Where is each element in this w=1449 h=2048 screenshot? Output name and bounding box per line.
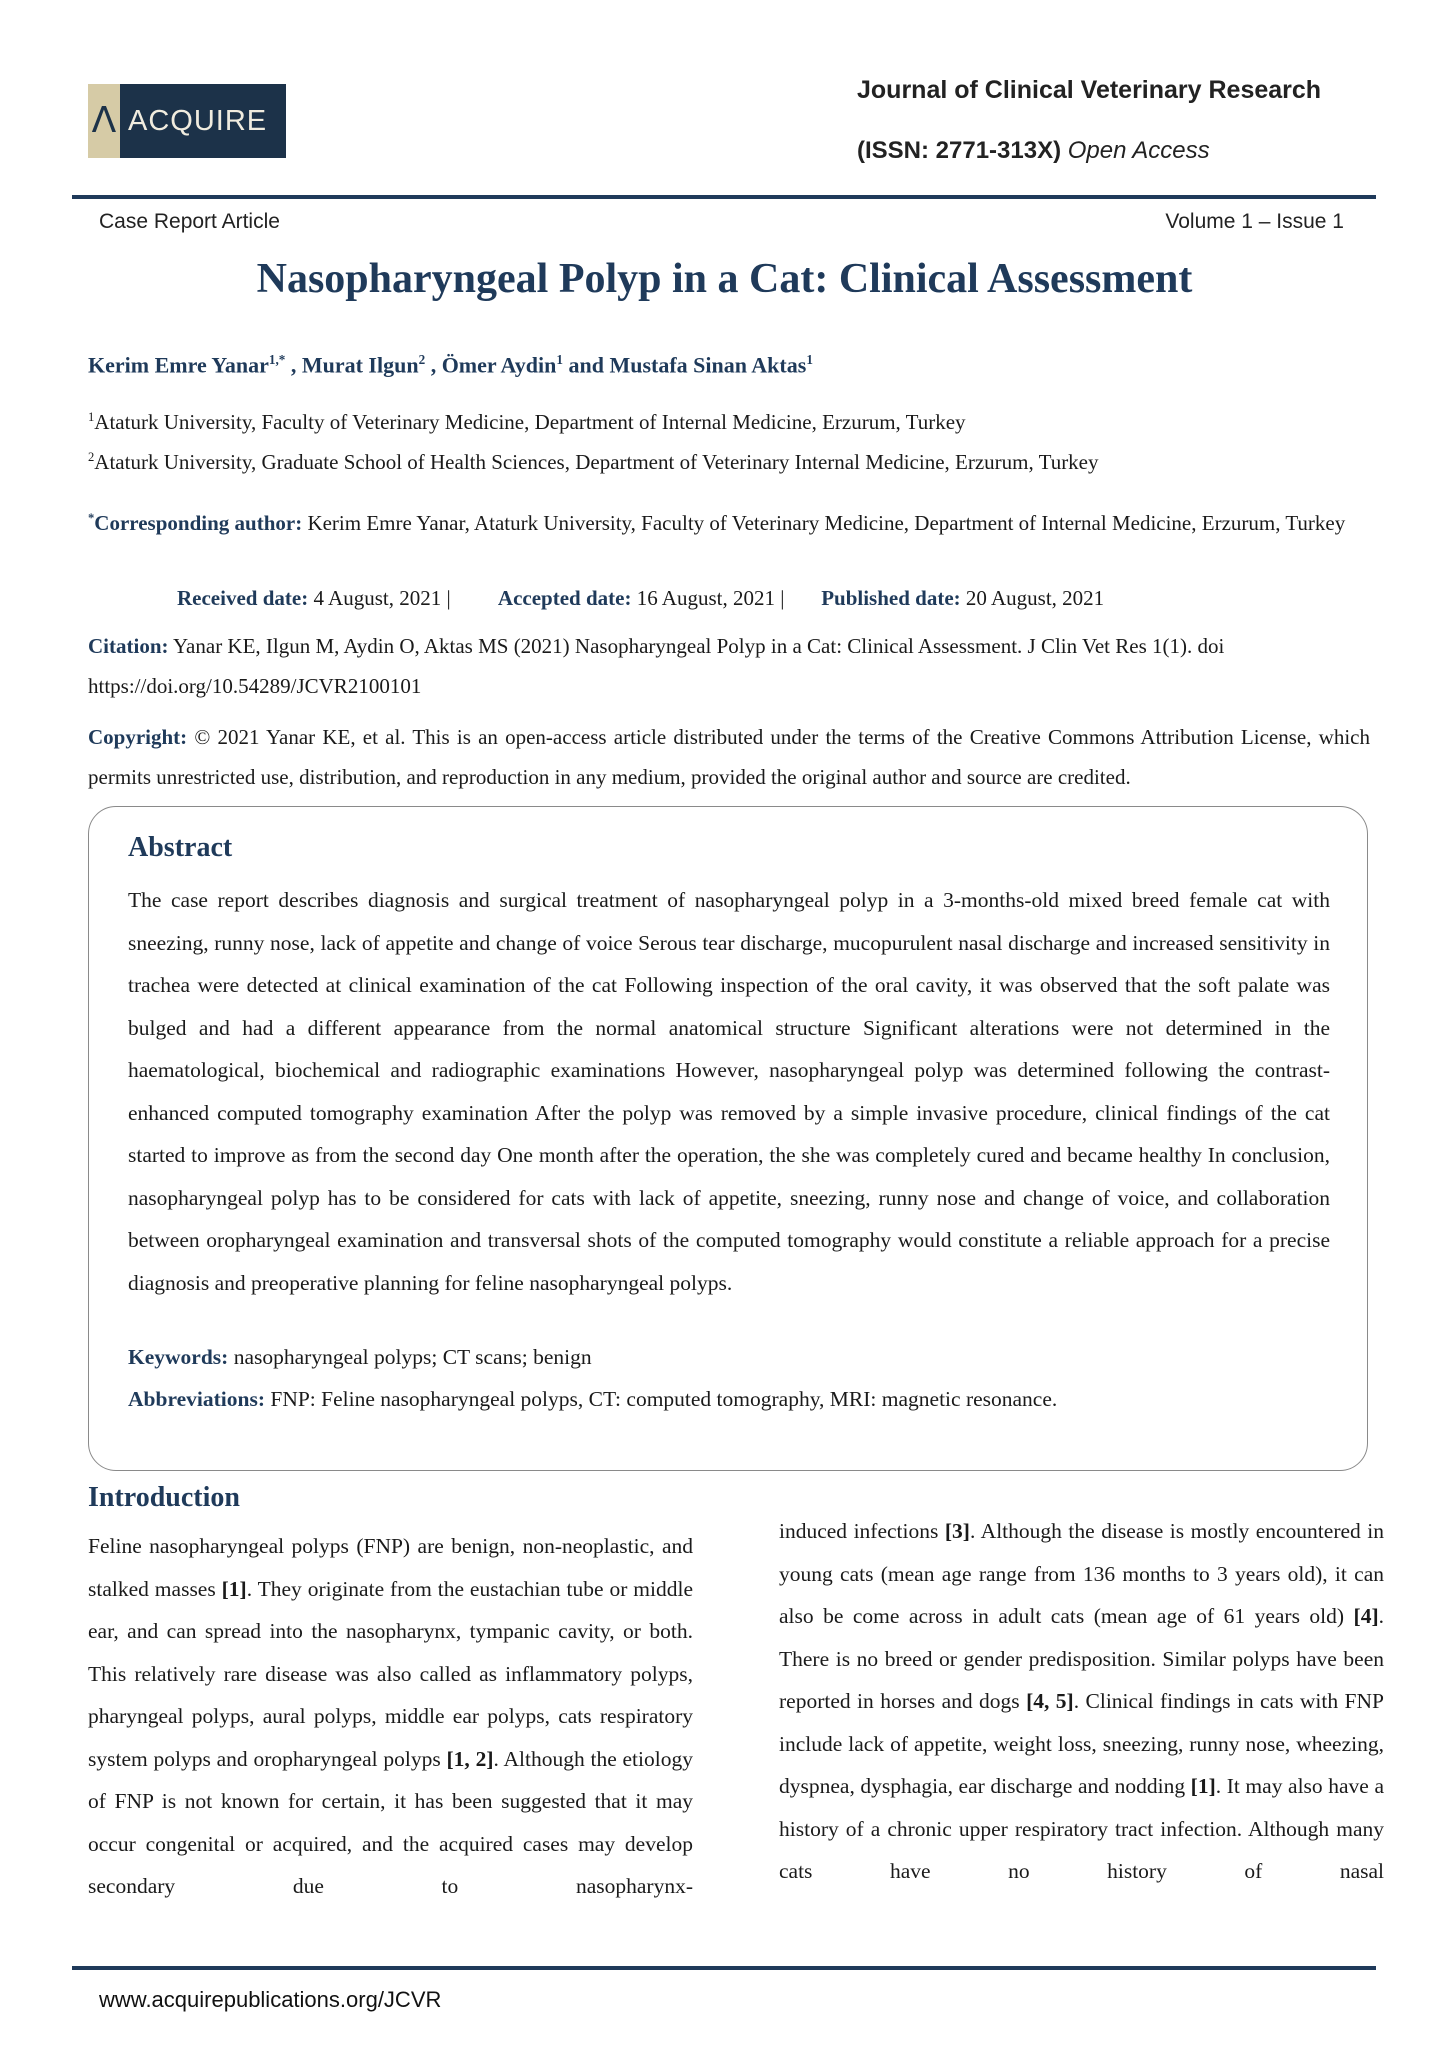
author-sup: 1,*	[268, 352, 286, 367]
footer-rule	[72, 1966, 1376, 1970]
author-sup: 1	[806, 352, 813, 367]
author-name: Kerim Emre Yanar	[88, 352, 269, 378]
abbreviations-text: FNP: Feline nasopharyngeal polyps, CT: computed tomography, MRI: magnetic resonance.	[270, 1387, 1058, 1411]
body-text: . There is no breed or gender predisposition. Similar polyps have been reported in horses and dogs	[779, 1604, 1384, 1713]
corresponding-text: Kerim Emre Yanar, Ataturk University, Faculty of Veterinary Medicine, Department of Internal Medicine, Erzurum, Turkey	[307, 511, 1346, 535]
keywords-label: Keywords:	[128, 1345, 229, 1369]
introduction-heading: Introduction	[88, 1482, 240, 1513]
published-date: 20 August, 2021	[965, 586, 1105, 610]
author-name: Murat Ilgun	[301, 352, 419, 378]
logo-text: ACQUIRE	[128, 104, 268, 137]
abbreviations	[128, 1387, 1057, 1412]
issn: (ISSN: 2771-313X)	[857, 137, 1062, 164]
author-name: Ömer Aydin	[441, 352, 557, 378]
journal-name: Journal of Clinical Veterinary Research	[857, 76, 1322, 104]
corresponding-author	[88, 498, 1370, 543]
citation	[88, 626, 1370, 706]
article-type: Case Report Article	[99, 210, 280, 233]
author-sup: 1	[556, 352, 563, 367]
introduction-column-left	[88, 1525, 693, 1908]
body-text: . Although the disease is mostly encountered in young cats (mean age range from 136 months to 3 years old), it can also be come across in adult cats (mean age of 61 years old)	[779, 1519, 1385, 1628]
footer-url[interactable]: www.acquirepublications.org/JCVR	[99, 1987, 442, 2012]
author-list	[88, 352, 813, 378]
reference-link[interactable]: [1]	[221, 1576, 247, 1601]
author-name: Mustafa Sinan Aktas	[609, 352, 807, 378]
abbreviations-label: Abbreviations:	[128, 1387, 265, 1411]
body-text: induced infections	[779, 1519, 945, 1543]
publisher-logo	[88, 84, 286, 158]
reference-link[interactable]: [1, 2]	[446, 1746, 494, 1771]
introduction-column-right	[779, 1510, 1384, 1893]
body-text: . They originate from the eustachian tube or middle ear, and can spread into the nasopharynx, tympanic cavity, or both. This relatively rare disease was also called as inflammatory polyps, pharyngeal polyps, aural polyps, middle ear polyps, cats respiratory system polyps and oropharyngeal polyps	[88, 1576, 694, 1771]
reference-link[interactable]: [1]	[1190, 1774, 1216, 1798]
author-separator: ,	[425, 352, 442, 378]
affiliation	[88, 450, 1099, 475]
received-label: Received date:	[177, 586, 309, 610]
author-sup: 2	[418, 352, 426, 367]
affiliation	[88, 410, 966, 435]
author-separator: and	[562, 352, 610, 378]
body-text: . Clinical findings in cats with FNP include lack of appetite, weight loss, sneezing, runny nose, wheezing, dyspnea, dysphagia, ear discharge and nodding	[779, 1689, 1384, 1798]
body-text: . Although the etiology of FNP is not known for certain, it has been suggested that it may occur congenital or acquired, and the acquired cases may develop secondary due to nasopharynx-	[88, 1746, 693, 1898]
logo-mark-icon: Λ	[88, 84, 120, 158]
citation-label: Citation:	[88, 634, 169, 658]
keywords	[128, 1345, 592, 1370]
copyright	[88, 717, 1370, 797]
article-title: Nasopharyngeal Polyp in a Cat: Clinical Assessment	[256, 256, 1193, 302]
received-date: 4 August, 2021 |	[313, 586, 451, 610]
accepted-label: Accepted date:	[497, 586, 632, 610]
reference-link[interactable]: [3]	[944, 1519, 970, 1543]
published-label: Published date:	[821, 586, 961, 610]
copyright-label: Copyright:	[88, 725, 188, 749]
corresponding-label: Corresponding author:	[94, 511, 303, 535]
reference-link[interactable]: [4, 5]	[1026, 1689, 1074, 1713]
body-text: . It may also have a history of a chronic upper respiratory tract infection. Although many cats have no history of nasal	[779, 1774, 1384, 1883]
article-dates	[177, 586, 1104, 611]
citation-text: Yanar KE, Ilgun M, Aydin O, Aktas MS (2021) Nasopharyngeal Polyp in a Cat: Clinical Assessment. J Clin Vet Res 1(1). doi https://doi.org/10.54289/JCVR2100101	[88, 634, 1225, 698]
corresponding-sup: *	[88, 511, 95, 525]
accepted-date: 16 August, 2021 |	[636, 586, 785, 610]
affiliation-text: Ataturk University, Faculty of Veterinary Medicine, Department of Internal Medicine, Erzurum, Turkey	[94, 410, 966, 434]
affiliation-sup: 1	[88, 410, 95, 424]
body-text: Feline nasopharyngeal polyps (FNP) are benign, non-neoplastic, and stalked masses	[88, 1534, 693, 1601]
volume-issue: Volume 1 – Issue 1	[1165, 210, 1344, 233]
abstract-heading: Abstract	[128, 832, 233, 863]
abstract-text: The case report describes diagnosis and surgical treatment of nasopharyngeal polyp in a 3-months-old mixed breed female cat with sneezing, runny nose, lack of appetite and change of voice Serous tear discharge, mucopurulent nasal discharge and increased sensitivity in trachea were detected at clinical examination of the cat Following inspection of the oral cavity, it was observed that the soft palate was bulged and had a different appearance from the normal anatomical structure Significant alterations were not determined in the haematological, biochemical and radiographic examinations However, nasopharyngeal polyp was determined following the contrast-enhanced computed tomography examination After the polyp was removed by a simple invasive procedure, clinical findings of the cat started to improve as from the second day One month after the operation, the she was completely cured and became healthy In conclusion, nasopharyngeal polyp has to be considered for cats with lack of appetite, sneezing, runny nose and change of voice, and collaboration between oropharyngeal examination and transversal shots of the computed tomography would constitute a reliable approach for a precise diagnosis and preoperative planning for feline nasopharyngeal polyps.	[128, 888, 1330, 1295]
issn-line	[857, 137, 1210, 165]
affiliation-text: Ataturk University, Graduate School of Health Sciences, Department of Veterinary Internal Medicine, Erzurum, Turkey	[94, 450, 1099, 474]
keywords-text: nasopharyngeal polyps; CT scans; benign	[233, 1345, 592, 1369]
reference-link[interactable]: [4]	[1353, 1604, 1379, 1628]
header-rule	[72, 195, 1376, 199]
author-separator: ,	[285, 352, 302, 378]
access-label: Open Access	[1067, 137, 1210, 164]
copyright-text: © 2021 Yanar KE, et al. This is an open-access article distributed under the terms of the Creative Commons Attribution License, which permits unrestricted use, distribution, and reproduction in any medium, provided the original author and source are credited.	[88, 725, 1370, 789]
affiliation-sup: 2	[88, 450, 95, 464]
